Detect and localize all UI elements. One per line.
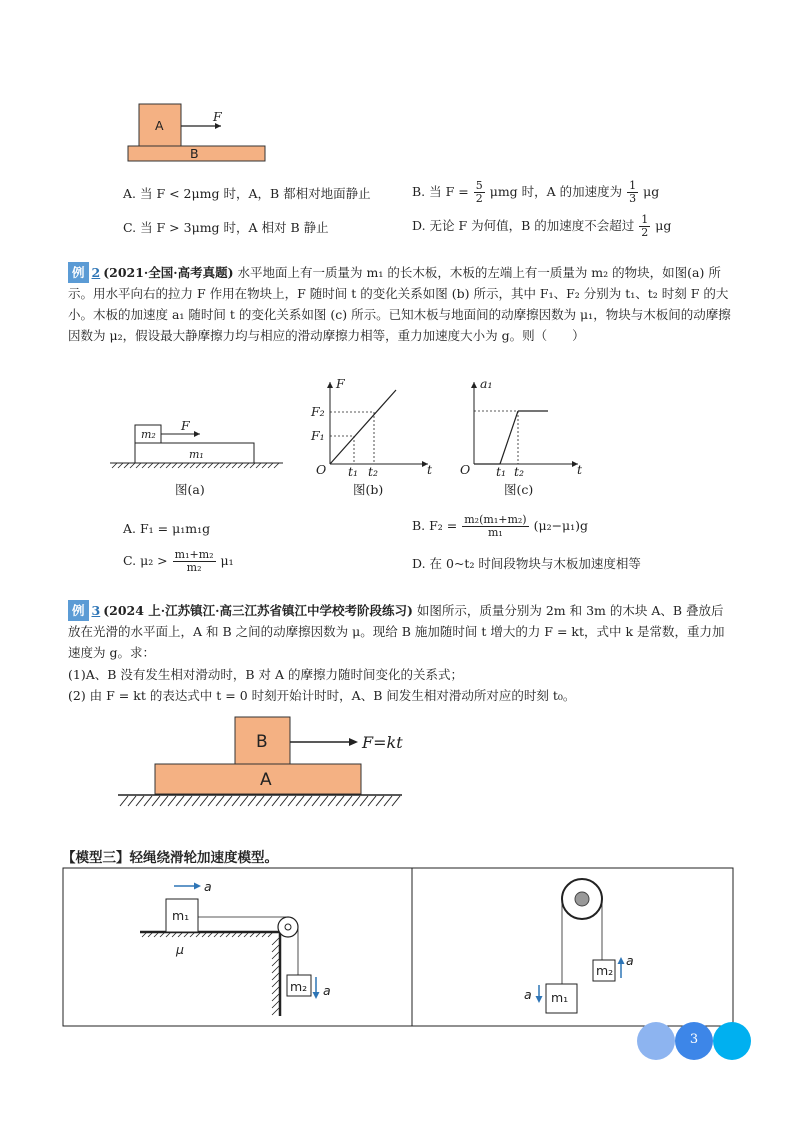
ex3-label-f: F=kt: [362, 733, 403, 752]
page-circle-bright: [713, 1022, 751, 1060]
ex2-number: 2: [91, 265, 101, 280]
model3-heading: 【模型三】轻绳绕滑轮加速度模型。: [62, 850, 278, 866]
ex3-label-b: B: [256, 732, 268, 752]
ex2-c-frac: $\frac{\text{m₁+m₂}}{\text{m₂}}$: [174, 548, 214, 574]
page-circle-light: [637, 1022, 675, 1060]
ex2-c-ylabel: a₁: [480, 376, 493, 391]
ex1-option-a: A. 当 F < 2μmg 时，A，B 都相对地面静止: [123, 186, 371, 201]
ex1-b-frac1: $\frac{5}{2}$: [475, 179, 483, 205]
ex2-b-f1: F₁: [311, 428, 325, 443]
model3-left-mu: μ: [176, 942, 184, 957]
ex1-label-f: F: [213, 109, 222, 124]
ex2-b-frac: $\frac{\text{m₂(m₁+m₂)}}{\text{m₁}}$: [464, 513, 527, 539]
ex2-a-m1: m₁: [189, 448, 204, 461]
ex2-c-caption: 图(c): [504, 482, 534, 497]
ex2-b-caption: 图(b): [353, 482, 384, 497]
ex1-option-c: C. 当 F > 3μmg 时，A 相对 B 静止: [123, 220, 329, 235]
ex2-source: (2021·全国·高考真题): [103, 265, 234, 280]
ex1-d-frac: $\frac{1}{2}$: [641, 213, 649, 239]
model3-right-a-left: a: [524, 987, 532, 1002]
ex2-b-origin: O: [316, 462, 327, 477]
ex2-c-origin: O: [460, 462, 471, 477]
ex2-option-b: B. F₂ = $\frac{\text{m₂(m₁+m₂)}}{\text{m₁}}$ (μ₂−μ₁)g: [412, 513, 589, 539]
ex2-b-ylabel: F: [336, 376, 345, 391]
model3-left-a-right: a: [323, 983, 331, 998]
ex1-option-b: B. 当 F = $\frac{5}{2}$ μmg 时，A 的加速度为 $\frac{1}{3}$ μg: [412, 179, 660, 205]
ex2-a-caption: 图(a): [175, 482, 205, 497]
ex2-option-a: A. F₁ = μ₁m₁g: [123, 521, 211, 536]
ex3-source: (2024 上·江苏镇江·高三江苏省镇江中学校考阶段练习): [103, 603, 413, 618]
ex2-c-t2: t₂: [514, 464, 525, 479]
ex2-c-t1: t₁: [496, 464, 507, 479]
model3-right-m2: m₂: [596, 963, 614, 978]
ex2-a-m2: m₂: [141, 428, 156, 441]
model3-right-a-right: a: [626, 953, 634, 968]
ex3-text: 如图所示，质量分别为 2m 和 3m 的木块 A、B 叠放后放在光滑的水平面上，A 和 B 之间的动摩擦因数为 μ。现给 B 施加随时间 t 增大的力 F = kt，式中 k 是常数，重力加速度为 g。求：: [68, 603, 725, 660]
ex1-b-frac2: $\frac{1}{3}$: [629, 179, 637, 205]
ex3-label-a: A: [260, 770, 272, 790]
ex2-b-t1: t₁: [348, 464, 359, 479]
model3-right-m1: m₁: [551, 990, 569, 1005]
ex2-b-t2: t₂: [368, 464, 379, 479]
model3-box-left: [63, 868, 412, 1026]
model3-left-wall-hatch: [272, 938, 279, 1015]
ex3-number: 3: [91, 603, 101, 618]
ex2-b-f2: F₂: [311, 404, 325, 419]
model3-left-m1: m₁: [172, 908, 190, 923]
ex3-q1: (1)A、B 没有发生相对滑动时，B 对 A 的摩擦力随时间变化的关系式；: [68, 667, 464, 682]
ex1-label-b: B: [190, 146, 199, 161]
ex2-b-t: t: [427, 462, 433, 477]
model3-left-a-top: a: [204, 879, 212, 894]
ex2-tag: 例: [68, 262, 89, 283]
ex2-c-t: t: [577, 462, 583, 477]
ex2-text: 水平地面上有一质量为 m₁ 的长木板，木板的左端上有一质量为 m₂ 的物块，如图(a) 所示。用水平向右的拉力 F 作用在物块上，F 随时间 t 的变化关系如图 (b) 所示，其中 F₁、F₂ 分别为 t₁、t₂ 时刻 F 的大小。木板的加速度 a₁ 随时间 t 的变化关系如图 (c) 所示。已知木板与地面间的动摩擦因数为 μ₁，物块与木板间的动摩擦因数为 μ₂，假设最大静摩擦力均与相应的滑动摩擦力相等，重力加速度大小为 g。则（ ）: [68, 265, 731, 343]
ex3-q2: (2) 由 F = kt 的表达式中 t = 0 时刻开始计时时，A、B 间发生相对滑动所对应的时刻 t₀。: [68, 688, 576, 703]
ex2-a-f: F: [181, 418, 190, 433]
page-number: 3: [689, 1032, 699, 1047]
ex1-option-d: D. 无论 F 为何值，B 的加速度不会超过 $\frac{1}{2}$ μg: [412, 213, 672, 239]
ex2-option-c: C. μ₂ > $\frac{\text{m₁+m₂}}{\text{m₂}}$ μ₁: [123, 548, 234, 574]
ex3-tag: 例: [68, 600, 89, 621]
model3-left-m2: m₂: [290, 979, 308, 994]
ex2-option-d: D. 在 0~t₂ 时间段物块与木板加速度相等: [412, 556, 641, 571]
ex1-label-a: A: [155, 118, 164, 133]
